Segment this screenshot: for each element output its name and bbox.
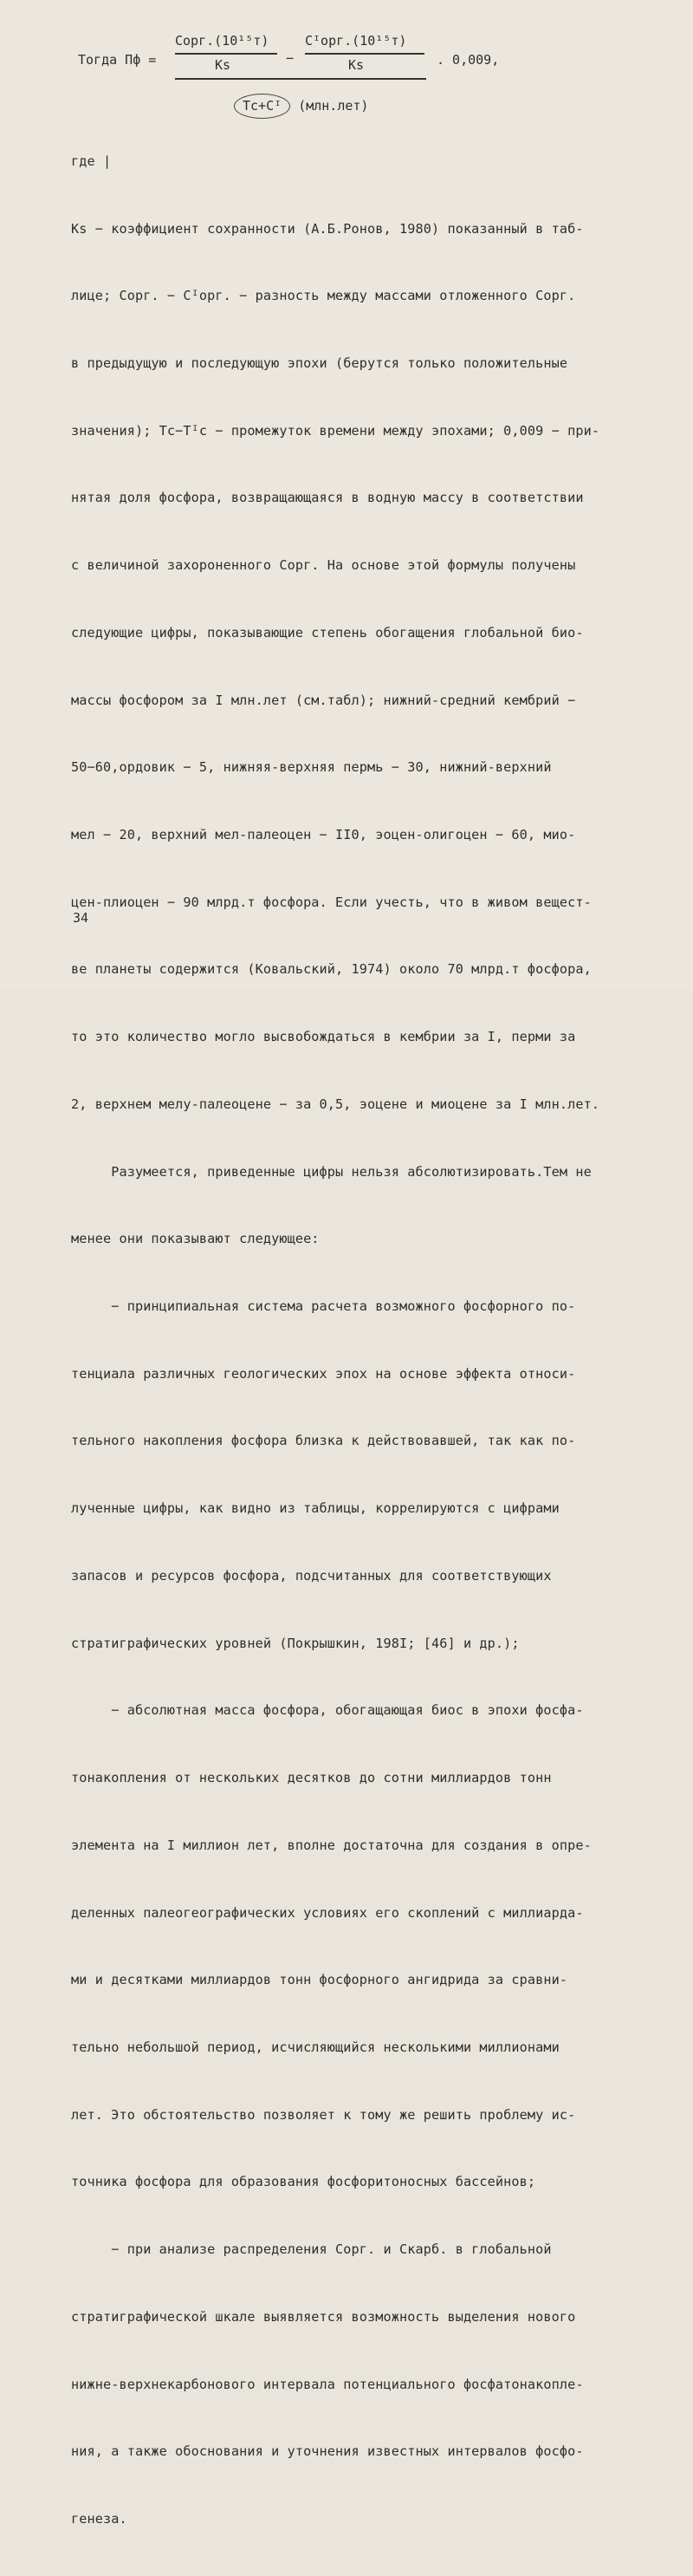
body-text xyxy=(71,106,651,2576)
formula-denominator-a: Ks xyxy=(215,57,231,73)
text-line: менее они показывают следующее: xyxy=(71,1231,320,1247)
formula-circled-term: Tc+Cᴵ xyxy=(234,94,290,119)
text-line: в предыдущую и последующую эпохи (берутся только положительные xyxy=(71,355,568,371)
formula-coefficient: . 0,009, xyxy=(437,52,500,68)
text-line: точника фосфора для образования фосфоритоносных бассейнов; xyxy=(71,2174,536,2190)
page-number: 34 xyxy=(73,910,89,926)
text-line: с величиной захороненного Cорг. На основе этой формулы получены xyxy=(71,557,576,574)
text-line: − принципиальная система расчета возможного фосфорного по- xyxy=(71,1298,576,1315)
text-line: значения); Tc−Tᴵc − промежуток времени между эпохами; 0,009 − при- xyxy=(71,422,600,439)
text-line: то это количество могло высвобождаться в кембрии за I, перми за xyxy=(71,1029,576,1045)
text-line: Ks − коэффициент сохранности (А.Б.Ронов, 1980) показанный в таб- xyxy=(71,220,584,237)
text-line: где | xyxy=(71,153,112,169)
formula-denominator-b: Ks xyxy=(348,57,365,73)
text-line: ния, а также обоснования и уточнения известных интервалов фосфо- xyxy=(71,2443,584,2460)
text-line: мел − 20, верхний мел-палеоцен − II0, эоцен-олигоцен − 60, мио- xyxy=(71,827,576,842)
text-line: деленных палеогеографических условиях его скоплений с миллиарда- xyxy=(71,1904,584,1921)
text-line: цен-плиоцен − 90 млрд.т фосфора. Если учесть, что в живом вещест- xyxy=(71,894,592,910)
formula-numerator-a: Cорг.(10¹⁵т) xyxy=(175,33,269,49)
text-line: тельного накопления фосфора близка к действовавшей, так как по- xyxy=(71,1433,576,1449)
text-line: лице; Cорг. − Cᴵорг. − разность между массами отложенного Cорг. xyxy=(71,288,576,304)
text-line: следующие цифры, показывающие степень обогащения глобальной био- xyxy=(71,624,584,641)
text-line: элемента на I миллион лет, вполне достаточна для создания в опре- xyxy=(71,1837,592,1853)
formula-lead: Тогда Пф = xyxy=(78,52,157,68)
text-line: Разумеется, приведенные цифры нельзя абсолютизировать.Тем не xyxy=(71,1163,592,1180)
text-line: генеза. xyxy=(71,2510,127,2527)
fraction-bar-a xyxy=(175,53,277,55)
formula-unit: (млн.лет) xyxy=(298,98,369,114)
text-line: массы фосфором за I млн.лет (см.табл); нижний-средний кембрий − xyxy=(71,692,576,708)
text-line: лет. Это обстоятельство позволяет к тому же решить проблему ис- xyxy=(71,2106,576,2123)
text-line: тельно небольшой период, исчисляющийся несколькими миллионами xyxy=(71,2039,560,2055)
formula-numerator-b: Cᴵорг.(10¹⁵т) xyxy=(305,33,407,49)
text-line: тенциала различных геологических эпох на основе эффекта относи- xyxy=(71,1365,576,1382)
text-line: ве планеты содержится (Ковальский, 1974) около 70 млрд.т фосфора, xyxy=(71,961,592,978)
text-line: нятая доля фосфора, возвращающаяся в водную массу в соответствии xyxy=(71,490,584,506)
text-line: − при анализе распределения Cорг. и Cкарб. в глобальной xyxy=(71,2241,552,2258)
main-fraction-bar xyxy=(175,78,426,80)
text-line: ми и десятками миллиардов тонн фосфорного ангидрида за сравни- xyxy=(71,1972,568,1988)
text-line: запасов и ресурсов фосфора, подсчитанных для соответствующих xyxy=(71,1567,552,1584)
fraction-bar-b xyxy=(305,53,424,55)
text-line: тонакопления от нескольких десятков до сотни миллиардов тонн xyxy=(71,1770,552,1786)
text-line: стратиграфических уровней (Покрышкин, 198I; [46] и др.); xyxy=(71,1635,520,1651)
text-line: нижне-верхнекарбонового интервала потенциального фосфатонакопле- xyxy=(71,2376,584,2392)
text-line: лученные цифры, как видно из таблицы, коррелируются с цифрами xyxy=(71,1500,560,1517)
text-line: − абсолютная масса фосфора, обогащающая биос в эпохи фосфа- xyxy=(71,1702,584,1719)
text-line: 50−60,ордовик − 5, нижняя-верхняя пермь − 30, нижний-верхний xyxy=(71,759,552,776)
text-line: 2, верхнем мелу-палеоцене − за 0,5, эоцене и миоцене за I млн.лет. xyxy=(71,1096,600,1112)
formula-minus: − xyxy=(286,50,295,66)
text-line: стратиграфической шкале выявляется возможность выделения нового xyxy=(71,2308,576,2325)
